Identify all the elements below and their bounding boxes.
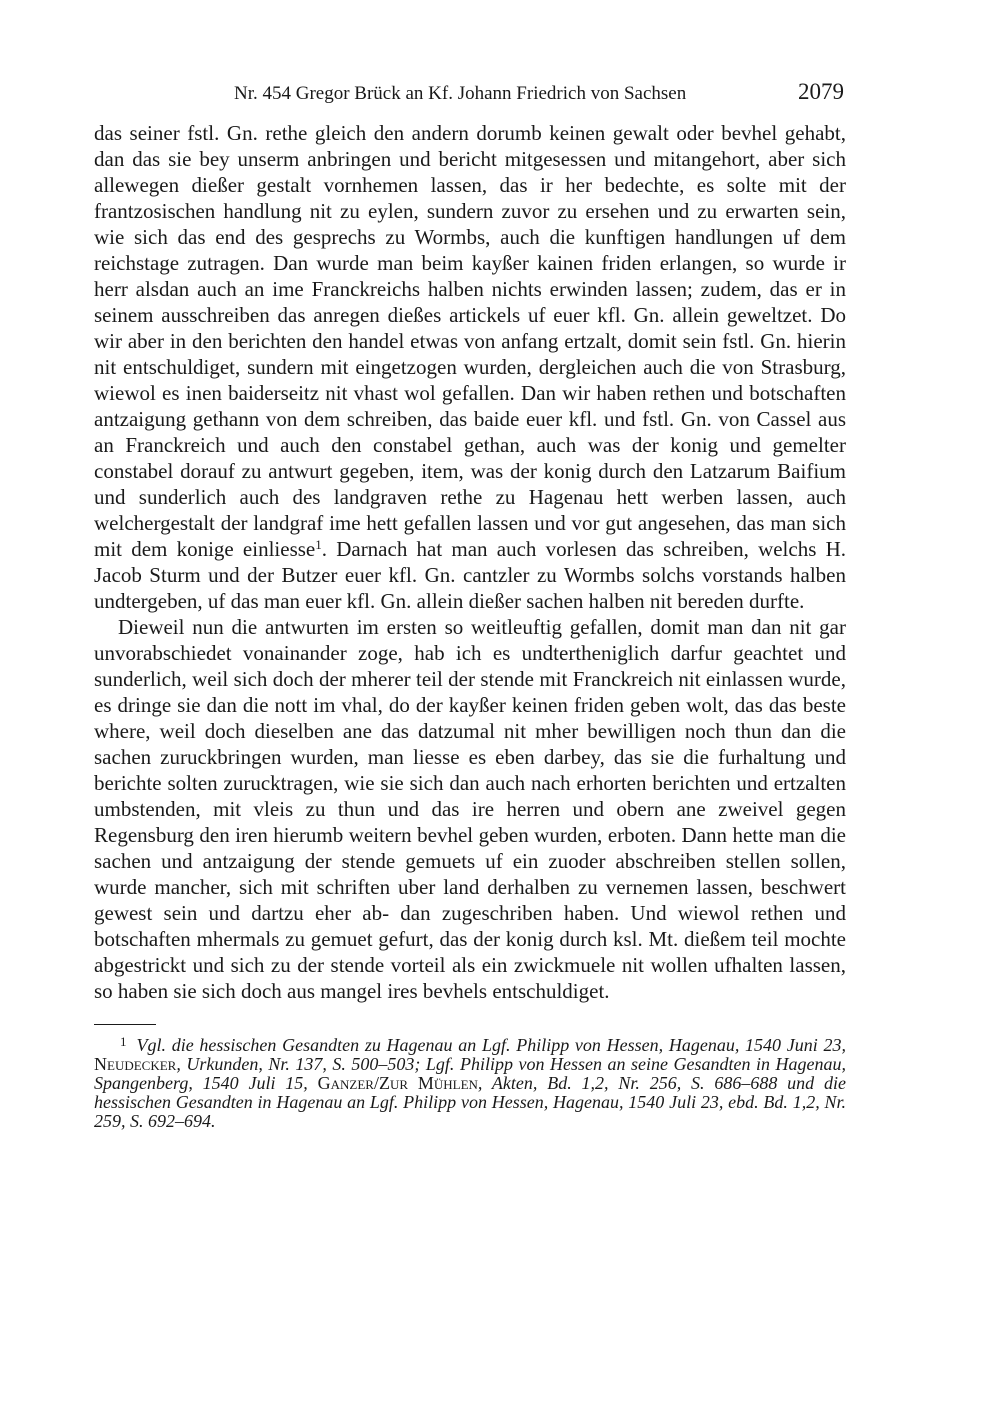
footnote-author-zur-muehlen: Zur Mühlen: [378, 1073, 478, 1093]
running-head: [94, 78, 846, 110]
body-text: [94, 120, 846, 1004]
page-number: 2079: [798, 79, 844, 104]
footnote-separator: /: [373, 1073, 379, 1093]
footnote-text-2: , Urkunden, Nr. 137, S. 500–503; Lgf. Philipp von Hessen an seine Gesandten in Hagenau, Spangenberg, 1540 Juli 15,: [94, 1054, 846, 1093]
footnote-rule: [94, 1024, 156, 1025]
footnote-text-3: , Akten, Bd. 1,2, Nr. 256, S. 686–688 und die hessischen Gesandten in Hagenau an Lgf. Philipp von Hessen, Hagenau, 1540 Juli 23, ebd. Bd. 1,2, Nr. 259, S. 692–694.: [94, 1073, 846, 1131]
footnote-author-ganzer: Ganzer: [317, 1073, 374, 1093]
running-title: Nr. 454 Gregor Brück an Kf. Johann Friedrich von Sachsen: [234, 83, 687, 104]
paragraph-1: [94, 120, 846, 614]
footnote-reference[interactable]: 1: [315, 537, 322, 552]
paragraph-1-part-b: . Darnach hat man auch vorlesen das schreiben, welchs H. Jacob Sturm und der Butzer euer kfl. Gn. cantzler zu Wormbs solchs vorstands halben undtergeben, uf das man euer kfl. Gn. allein dießer sachen halben nit bereden durfte.: [94, 537, 847, 613]
paragraph-2: Dieweil nun die antwurten im ersten so weitleuftig gefallen, domit man dan nit gar unvorabschiedet vonainander zoge, hab ich es undtertheniglich darfur geachtet und sunderlich, weil sich doch der mherer teil der stende mit Franckreich nit einlassen wurde, es dringe sie dan die nott im vhal, do der kayßer keinen friden geben wolt, das das beste where, weil doch dieselben ane das datzumal nit mher bewilligen noch thun dan die sachen zuruckbringen wurden, man liesse es eben darbey, das sie die furhaltung und berichte solten zurucktragen, wie sie sich dan auch nach erhorten berichten und ertzalten umbstenden, mit vleis zu thun und das ire herren und obern ane zweivel gegen Regensburg den iren hierumb weitern bevhel geben wurden, erboten. Dann hette man die sachen und antzaigung der stende gemuets uf ein zuoder abschreiben stellen sollen, wurde mancher, sich mit schriften uber land derhalben zu vernemen lassen, beschwert gewest sein und dartzu eher ab- dan zugeschriben haben. Und wiewol rethen und botschaften mhermals zu gemuet gefurt, das der konig durch ksl. Mt. dießem teil mochte abgestrickt und sich zu der stende vorteil als ein zwickmuele nit wollen ufhalten lassen, so haben sie sich doch aus mangel ires bevhels entschuldiget.: [94, 615, 846, 1003]
page: [94, 78, 846, 1131]
paragraph-1-part-a: das seiner fstl. Gn. rethe gleich den andern dorumb keinen gewalt oder bevhel gehabt, dan das sie bey unserm anbringen und bericht mitgesessen und mitangehort, aber sich allewegen dießer gestalt vornhemen lassen, das ir her bedechte, es solte mit der frantzosischen handlung nit zu eylen, sundern zuvor zu ersehen und zu erwarten sein, wie sich das end des gesprechs zu Wormbs, auch die kunftigen handlungen uf dem reichstage zutragen. Dan wurde man beim kayßer kainen friden erlangen, so wurde ir herr alsdan auch an ime Franckreichs halben nichts erwinden lassen; zudem, das er in seinem ausschreiben das anregen dießes artickels uf euer kfl. Gn. allein geweltzet. Do wir aber in den berichten den handel etwas von anfang ertzalt, domit sein fstl. Gn. hierin nit entschuldiget, sundern mit eingetzogen wurden, dergleichen auch die von Strasburg, wiewol es inen baiderseitz nit vhast wol gefallen. Dan wir haben rethen und botschaften antzaigung gethann von dem schreiben, das baide euer kfl. und fstl. Gn. von Cassel aus an Franckreich und auch den constabel gethan, auch was der konig und gemelter constabel dorauf zu antwurt gegeben, item, was der konig durch den Latzarum Baifium und sunderlich auch des landgraven rethe zu Hagenau hett werben lassen, auch welchergestalt der landgraf ime hett gefallen lassen und vor gut angesehen, das man sich mit dem konige einliesse: [94, 121, 846, 561]
footnote-text-1: Vgl. die hessischen Gesandten zu Hagenau an Lgf. Philipp von Hessen, Hagenau, 1540 Juni 23,: [136, 1035, 846, 1055]
footnote-1: [94, 1032, 846, 1131]
footnote-number: 1: [120, 1034, 127, 1049]
footnote-author-neudecker: Neudecker: [94, 1054, 177, 1074]
